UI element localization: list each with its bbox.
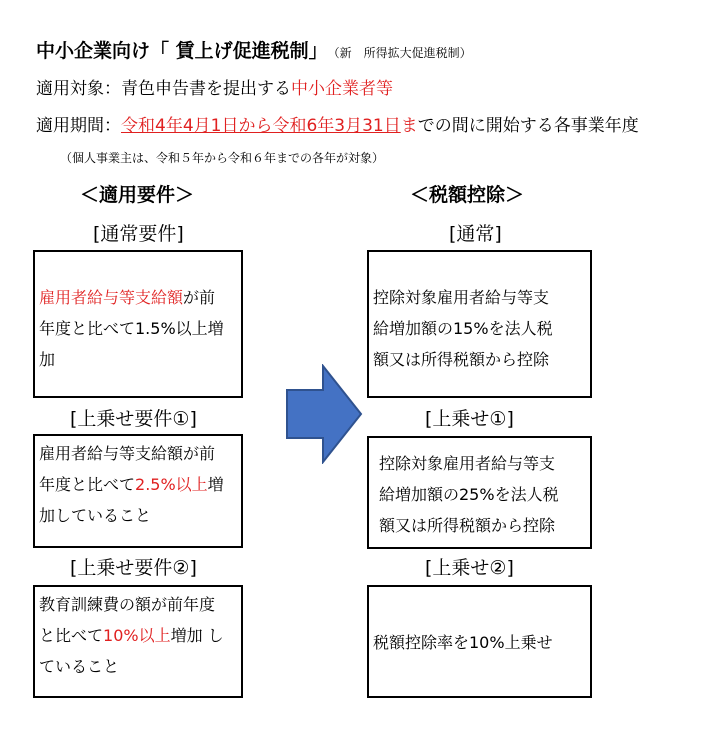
period-label: 適用期間： xyxy=(36,116,121,136)
right-extra1-label: [上乗せ①] xyxy=(425,408,514,430)
left-extra1-line2-pre: 年度と比べて xyxy=(39,475,136,494)
period-value: 令和4年4月1日から令和6年3月31日 xyxy=(121,116,401,136)
page-title xyxy=(36,36,472,63)
left-extra1-line2-post: 増 xyxy=(207,475,224,494)
right-extra2-box xyxy=(367,585,592,698)
period-suffix: での間に開始する各事業年度 xyxy=(417,116,639,136)
left-extra1-line2-red: 2.5%以上 xyxy=(135,475,208,494)
right-normal-label: [通常] xyxy=(449,223,502,245)
left-heading: ＜適用要件＞ xyxy=(80,184,195,206)
left-normal-red: 雇用者給与等支給額 xyxy=(39,288,184,307)
left-normal-line3: 加 xyxy=(39,350,56,369)
right-normal-line1: 控除対象雇用者給与等支 xyxy=(373,288,550,307)
title-note: （新 所得拡大促進税制） xyxy=(333,46,472,60)
title-text: 中小企業向け「 賃上げ促進税制」 xyxy=(36,40,328,62)
left-normal-line1-rest: が前 xyxy=(183,288,216,307)
right-extra1-line3: 額又は所得税額から控除 xyxy=(379,516,556,535)
left-extra2-line2-post: 増加 し xyxy=(170,626,224,645)
target-line xyxy=(36,74,393,99)
period-red-tail: ま xyxy=(400,116,418,136)
right-extra1-line2: 給増加額の25%を法人税 xyxy=(379,485,559,504)
target-value: 中小企業者等 xyxy=(291,79,393,99)
left-extra2-label: [上乗せ要件②] xyxy=(70,557,197,579)
right-normal-line3: 額又は所得税額から控除 xyxy=(373,350,550,369)
left-normal-label: [通常要件] xyxy=(93,223,184,245)
right-normal-box xyxy=(367,250,592,398)
left-extra2-line2-red: 10%以上 xyxy=(103,626,171,645)
individual-note: （個人事業主は、令和５年から令和６年までの各年が対象） xyxy=(60,151,385,165)
left-extra2-box xyxy=(33,585,243,698)
right-normal-line2: 給増加額の15%を法人税 xyxy=(373,319,553,338)
right-extra2-label: [上乗せ②] xyxy=(425,557,514,579)
left-extra2-line3: ていること xyxy=(39,657,120,676)
left-normal-line2: 年度と比べて1.5%以上増 xyxy=(39,319,224,338)
right-heading: ＜税額控除＞ xyxy=(410,184,525,206)
left-extra2-line1: 教育訓練費の額が前年度 xyxy=(39,595,216,614)
left-extra1-box xyxy=(33,434,243,548)
right-arrow-icon xyxy=(285,364,365,464)
left-extra1-label: [上乗せ要件①] xyxy=(70,408,197,430)
period-line xyxy=(36,111,639,136)
left-extra1-line3: 加していること xyxy=(39,506,152,525)
right-extra1-box xyxy=(367,436,592,549)
target-label: 適用対象：青色申告書を提出する xyxy=(36,79,291,99)
left-extra1-line1: 雇用者給与等支給額が前 xyxy=(39,444,216,463)
right-extra2-line1: 税額控除率を10%上乗せ xyxy=(373,633,553,652)
left-extra2-line2-pre: と比べて xyxy=(39,626,104,645)
left-normal-box xyxy=(33,250,243,398)
right-extra1-line1: 控除対象雇用者給与等支 xyxy=(379,454,556,473)
